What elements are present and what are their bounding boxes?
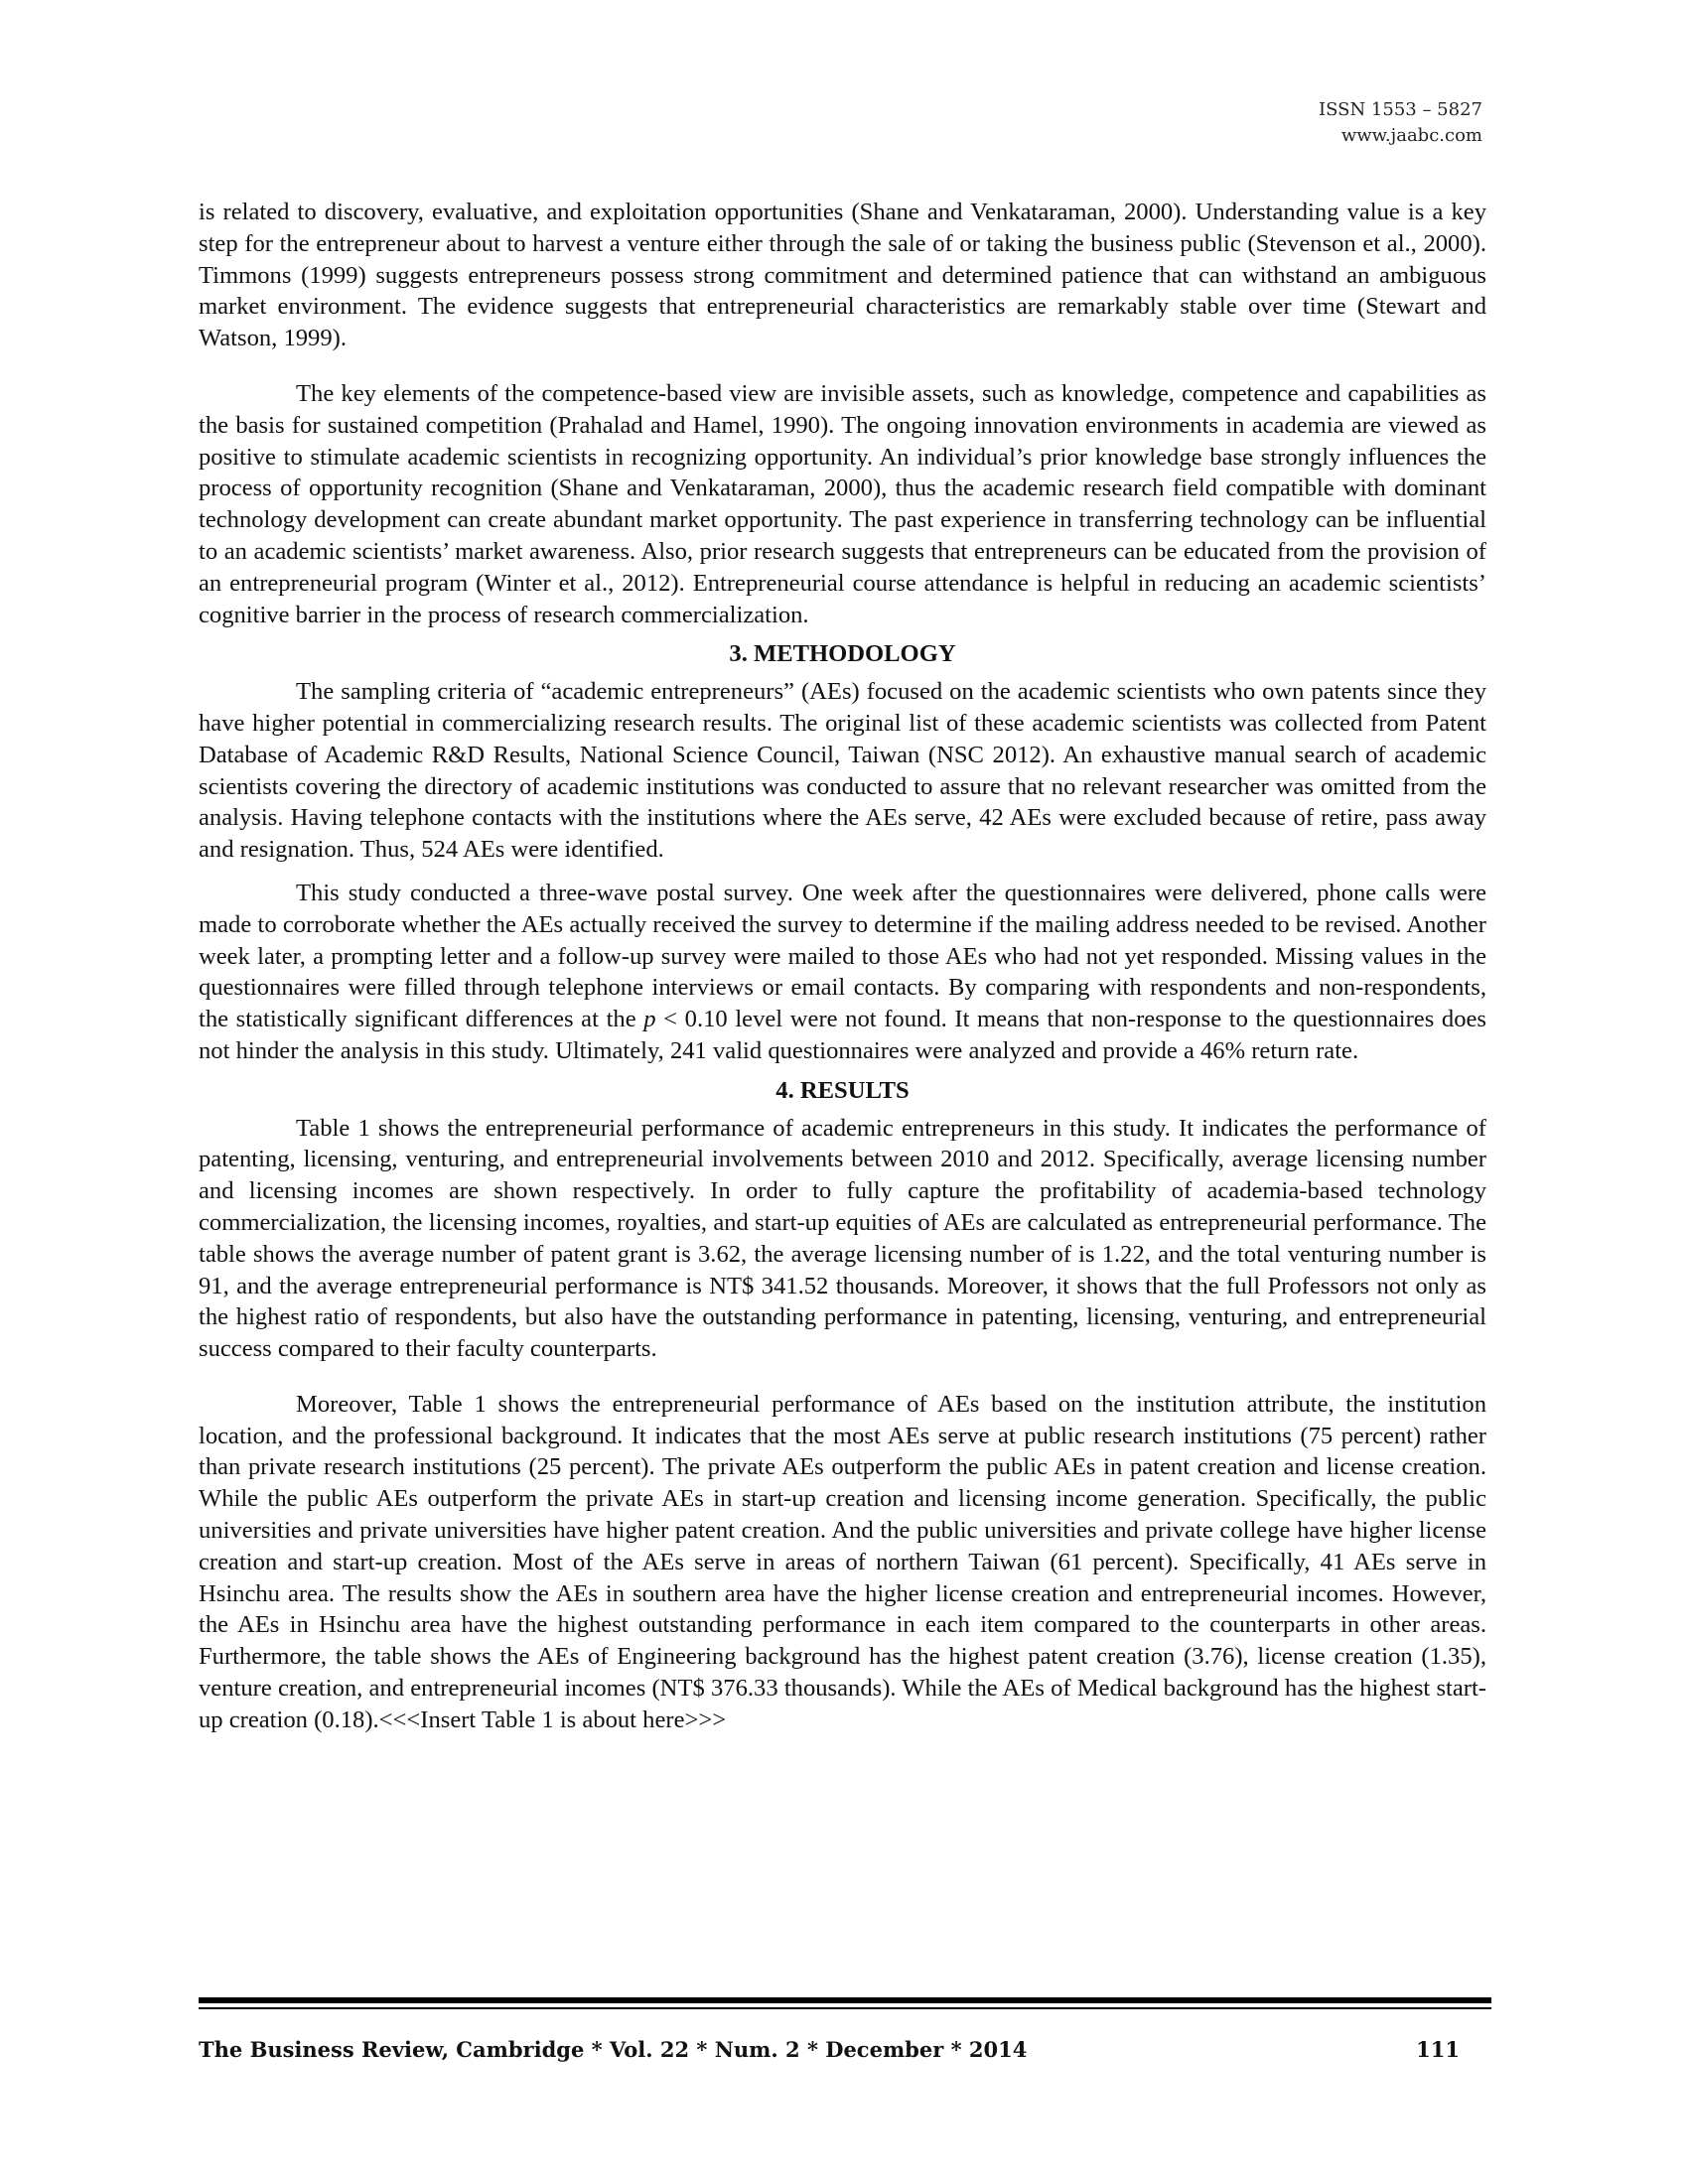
- section-heading-methodology: 3. METHODOLOGY: [729, 640, 956, 668]
- issn-number: ISSN 1553 – 5827: [1319, 99, 1482, 120]
- survey-text-b: < 0.10 level were not found. It means that non-response to the questionnaires does not hinder the analysis in this study. Ultimately, 241 valid questionnaires were analyzed and provide a 46% return rate.: [199, 1006, 1486, 1064]
- journal-website: www.jaabc.com: [1340, 125, 1482, 146]
- paragraph-results-1: Table 1 shows the entrepreneurial performance of academic entrepreneurs in this study. It indicates the performance of patenting, licensing, venturing, and entrepreneurial involvements between 2010 and 2012. Specifically, average licensing number and licensing incomes are shown respectively. In order to fully capture the profitability of academia-based technology commercialization, the licensing incomes, royalties, and start-up equities of AEs are calculated as entrepreneurial performance. The table shows the average number of patent grant is 3.62, the average licensing number of is 1.22, and the total venturing number is 91, and the average entrepreneurial performance is NT$ 341.52 thousands. Moreover, it shows that the full Professors not only as the highest ratio of respondents, but also have the outstanding performance in patenting, licensing, venturing, and entrepreneurial success compared to their faculty counterparts.: [199, 1114, 1486, 1363]
- survey-text-a: This study conducted a three-wave postal survey. One week after the questionnaires were delivered, phone calls were made to corroborate whether the AEs actually received the survey to determine if the mailing address needed to be revised. Another week later, a prompting letter and a follow-up survey were mailed to those AEs who had not yet responded. Missing values in the questionnaires were filled through telephone interviews or email contacts. By comparing with respondents and non-respondents, the statistically significant differences at the: [199, 879, 1486, 1033]
- footer-rule-thick: [199, 1997, 1491, 2003]
- paragraph-competence: The key elements of the competence-based view are invisible assets, such as knowledge, competence and capabilities as the basis for sustained competition (Prahalad and Hamel, 1990). The ongoing innovation environments in academia are viewed as positive to stimulate academic scientists in recognizing opportunity. An individual’s prior knowledge base strongly influences the process of opportunity recognition (Shane and Venkataraman, 2000), thus the academic research field compatible with dominant technology development can create abundant market opportunity. The past experience in transferring technology can be influential to an academic scientists’ market awareness. Also, prior research suggests that entrepreneurs can be educated from the provision of an entrepreneurial program (Winter et al., 2012). Entrepreneurial course attendance is helpful in reducing an academic scientists’ cognitive barrier in the process of research commercialization.: [199, 379, 1486, 628]
- article-body: [199, 197, 1486, 1736]
- paragraph-sampling: The sampling criteria of “academic entrepreneurs” (AEs) focused on the academic scientists who own patents since they have higher potential in commercializing research results. The original list of these academic scientists was collected from Patent Database of Academic R&D Results, National Science Council, Taiwan (NSC 2012). An exhaustive manual search of academic scientists covering the directory of academic institutions was conducted to assure that no relevant researcher was omitted from the analysis. Having telephone contacts with the institutions where the AEs serve, 42 AEs were excluded because of retire, pass away and resignation. Thus, 524 AEs were identified.: [199, 678, 1486, 864]
- paragraph-continued: is related to discovery, evaluative, and exploitation opportunities (Shane and Venkataraman, 2000). Understanding value is a key step for the entrepreneur about to harvest a venture either through the sale of or taking the business public (Stevenson et al., 2000). Timmons (1999) suggests entrepreneurs possess strong commitment and determined patience that can withstand an ambiguous market environment. The evidence suggests that entrepreneurial characteristics are remarkably stable over time (Stewart and Watson, 1999).: [199, 199, 1486, 352]
- paragraph-survey: [199, 878, 1486, 1067]
- journal-citation: The Business Review, Cambridge * Vol. 22 * Num. 2 * December * 2014: [199, 2037, 1028, 2062]
- footer-rule-thin: [199, 2007, 1491, 2009]
- paragraph-results-2: Moreover, Table 1 shows the entrepreneurial performance of AEs based on the institution attribute, the institution location, and the professional background. It indicates that the most AEs serve at public research institutions (75 percent) rather than private research institutions (25 percent). The private AEs outperform the public AEs in patent creation and license creation. While the public AEs outperform the private AEs in start-up creation and licensing income generation. Specifically, the public universities and private universities have higher patent creation. And the public universities and private college have higher license creation and start-up creation. Most of the AEs serve in areas of northern Taiwan (61 percent). Specifically, 41 AEs serve in Hsinchu area. The results show the AEs in southern area have the higher license creation and entrepreneurial incomes. However, the AEs in Hsinchu area have the highest outstanding performance in each item compared to the counterparts in other areas. Furthermore, the table shows the AEs of Engineering background has the highest patent creation (3.76), license creation (1.35), venture creation, and entrepreneurial incomes (NT$ 376.33 thousands). While the AEs of Medical background has the highest start-up creation (0.18).<<<Insert Table 1 is about here>>>: [199, 1390, 1486, 1733]
- p-value-symbol: p: [643, 1006, 656, 1033]
- page-number: 111: [1416, 2037, 1460, 2062]
- running-header: [1319, 97, 1482, 149]
- section-heading-results: 4. RESULTS: [775, 1076, 910, 1104]
